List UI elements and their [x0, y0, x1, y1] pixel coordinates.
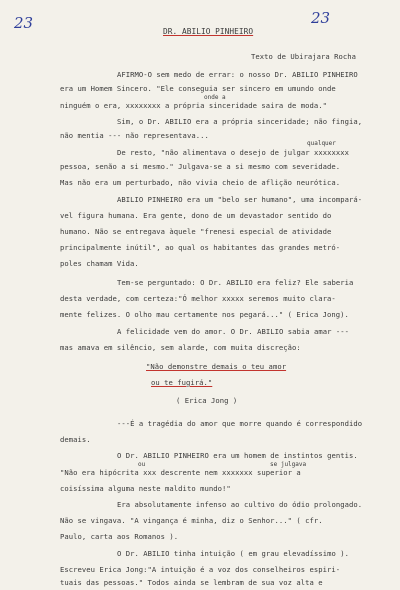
document-subtitle: Texto de Ubirajara Rocha [251, 52, 357, 61]
text-line: tuais das pessoas." Todos ainda se lembram de sua voz alta e [60, 578, 323, 587]
handwritten-insertion: qualquer [307, 140, 336, 147]
text-line: Escreveu Erica Jong:"A intuição é a voz dos conselheiros espiri- [60, 565, 341, 574]
document-title: DR. ABILIO PINHEIRO [163, 27, 254, 36]
text-line: poles chamam Vida. [60, 259, 139, 268]
text-line: O Dr. ABILIO tinha intuição ( em grau elevadíssimo ). [117, 549, 349, 558]
text-line: Tem-se perguntado: O Dr. ABILIO era feliz? Ele saberia [117, 278, 354, 287]
text-line: "Não era hipócrita xxx descrente nem xxxxxxx superior a [60, 468, 301, 477]
text-line: Mas não era um perturbado, não vivia cheio de aflição neurótica. [60, 178, 341, 187]
page-number-handwritten-left: 23 [14, 14, 34, 32]
text-line: pessoa, senão a si mesmo." Julgava-se a si mesmo com severidade. [60, 162, 341, 171]
text-line: O Dr. ABILIO PINHEIRO era um homem de instintos gentis. [117, 451, 358, 460]
quote-attribution: ( Erica Jong ) [176, 396, 238, 405]
text-line: AFIRMO-O sem medo de errar: o nosso Dr. ABILIO PINHEIRO [117, 70, 358, 79]
text-line: não mentia --- não representava... [60, 131, 209, 140]
text-line: vel figura humana. Era gente, dono de um devastador sentido do [60, 211, 332, 220]
text-line: demais. [60, 435, 91, 444]
text-line: Paulo, carta aos Romanos ). [60, 532, 179, 541]
text-line: humano. Não se entregava àquele "frenesi especial de atividade [60, 227, 332, 236]
quote-line: ou te fugirá." [151, 378, 213, 387]
text-line: coisíssima alguma neste maldito mundo!" [60, 484, 231, 493]
text-line: ninguém o era, xxxxxxxx a própria sinceridade saira de moda." [60, 101, 328, 110]
text-line: ABILIO PINHEIRO era um "belo ser humano", uma incompará- [117, 195, 363, 204]
text-line: Sim, o Dr. ABILIO era a própria sinceridade; não fingia, [117, 117, 363, 126]
text-line: De resto, "não alimentava o desejo de julgar xxxxxxxx [117, 148, 349, 157]
text-line: principalmente inútil", ao qual os habitantes das grandes metró- [60, 243, 341, 252]
handwritten-insertion: ou [138, 461, 146, 468]
text-line: mente felizes. O olho mau certamente nos pegará..." ( Erica Jong). [60, 310, 349, 319]
text-line: era um Homem Sincero. "Ele conseguia ser sincero em umundo onde [60, 84, 336, 93]
text-line: A felicidade vem do amor. O Dr. ABILIO sabia amar --- [117, 327, 349, 336]
text-line: ---É a tragédia do amor que morre quando é correspondido [117, 419, 363, 428]
handwritten-insertion: se julgava [270, 461, 307, 468]
quote-line: "Não demonstre demais o teu amor [146, 362, 287, 371]
text-line: desta verdade, com certeza:"Ó melhor xxxxx seremos muito clara- [60, 294, 336, 303]
page-number-handwritten-right: 23 [311, 9, 331, 27]
handwritten-insertion: onde a [204, 94, 226, 101]
text-line: mas amava em silêncio, sem alarde, com muita discreção: [60, 343, 301, 352]
text-line: Não se vingava. "A vingança é minha, diz o Senhor..." ( cfr. [60, 516, 323, 525]
text-line: Era absolutamente infenso ao cultivo do ódio prolongado. [117, 500, 363, 509]
